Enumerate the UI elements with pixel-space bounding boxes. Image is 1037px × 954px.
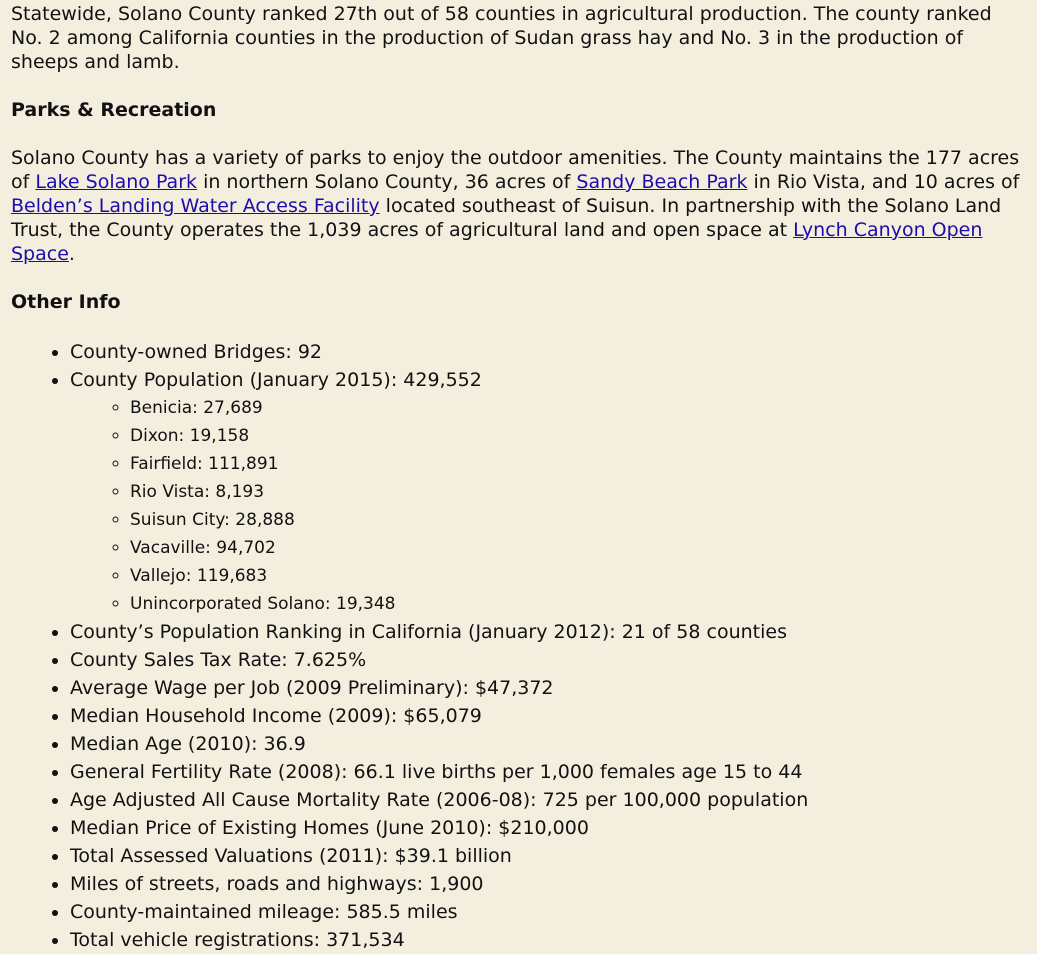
list-item: • County’s Population Ranking in California (January 2012): 21 of 58 counties [70, 618, 1027, 646]
list-item: • Median Household Income (2009): $65,079 [70, 702, 1027, 730]
list-item: • Miles of streets, roads and highways: 1,900 [70, 870, 1027, 898]
parks-text-2: in northern Solano County, 36 acres of [197, 171, 577, 193]
parks-paragraph [11, 146, 1027, 266]
sub-list-item: ◦ Benicia: 27,689 [130, 394, 1027, 422]
list-item: • Total Assessed Valuations (2011): $39.1 billion [70, 842, 1027, 870]
lynch-canyon-link[interactable]: Lynch Canyon Open Space [11, 219, 983, 265]
list-item: • Median Price of Existing Homes (June 2010): $210,000 [70, 814, 1027, 842]
list-item: • County-owned Bridges: 92 [70, 338, 1027, 366]
other-info-heading: Other Info [11, 291, 121, 313]
list-item: • County-maintained mileage: 585.5 miles [70, 898, 1027, 926]
list-item: • General Fertility Rate (2008): 66.1 live births per 1,000 females age 15 to 44 [70, 758, 1027, 786]
parks-text-4: located southeast of Suisun. In partnership with the Solano Land Trust, the County operates the 1,039 acres of agricultural land and open space at [11, 195, 1002, 241]
list-item: • Average Wage per Job (2009 Preliminary): $47,372 [70, 674, 1027, 702]
other-info-list [11, 338, 1027, 954]
sub-list-item: ◦ Vallejo: 119,683 [130, 562, 1027, 590]
parks-text-5: . [68, 243, 75, 265]
sub-list-item: ◦ Vacaville: 94,702 [130, 534, 1027, 562]
list-item-label: County Population (January 2015): 429,552 [70, 369, 482, 391]
sub-list-item: ◦ Fairfield: 111,891 [130, 450, 1027, 478]
agriculture-paragraph: Statewide, Solano County ranked 27th out of 58 counties in agricultural production. The county ranked No. 2 among California counties in the production of Sudan grass hay and No. 3 in the production of sheeps and lamb. [11, 3, 992, 73]
beldens-landing-link[interactable]: Belden’s Landing Water Access Facility [11, 195, 380, 217]
sub-list-item: ◦ Suisun City: 28,888 [130, 506, 1027, 534]
sub-list-item: ◦ Rio Vista: 8,193 [130, 478, 1027, 506]
sub-list-item: ◦ Dixon: 19,158 [130, 422, 1027, 450]
parks-text-1: Solano County has a variety of parks to enjoy the outdoor amenities. The County maintains the 177 acres of [11, 147, 1020, 193]
parks-text-3: in Rio Vista, and 10 acres of [747, 171, 1020, 193]
list-item: • Total vehicle registrations: 371,534 [70, 926, 1027, 954]
list-item-population [70, 366, 1027, 618]
sandy-beach-park-link[interactable]: Sandy Beach Park [576, 171, 748, 193]
sub-list-item: ◦ Unincorporated Solano: 19,348 [130, 590, 1027, 618]
list-item: • Median Age (2010): 36.9 [70, 730, 1027, 758]
parks-heading: Parks & Recreation [11, 99, 217, 121]
list-item: • County Sales Tax Rate: 7.625% [70, 646, 1027, 674]
population-breakdown-list [70, 394, 1027, 618]
lake-solano-park-link[interactable]: Lake Solano Park [35, 171, 198, 193]
list-item: • Age Adjusted All Cause Mortality Rate (2006-08): 725 per 100,000 population [70, 786, 1027, 814]
